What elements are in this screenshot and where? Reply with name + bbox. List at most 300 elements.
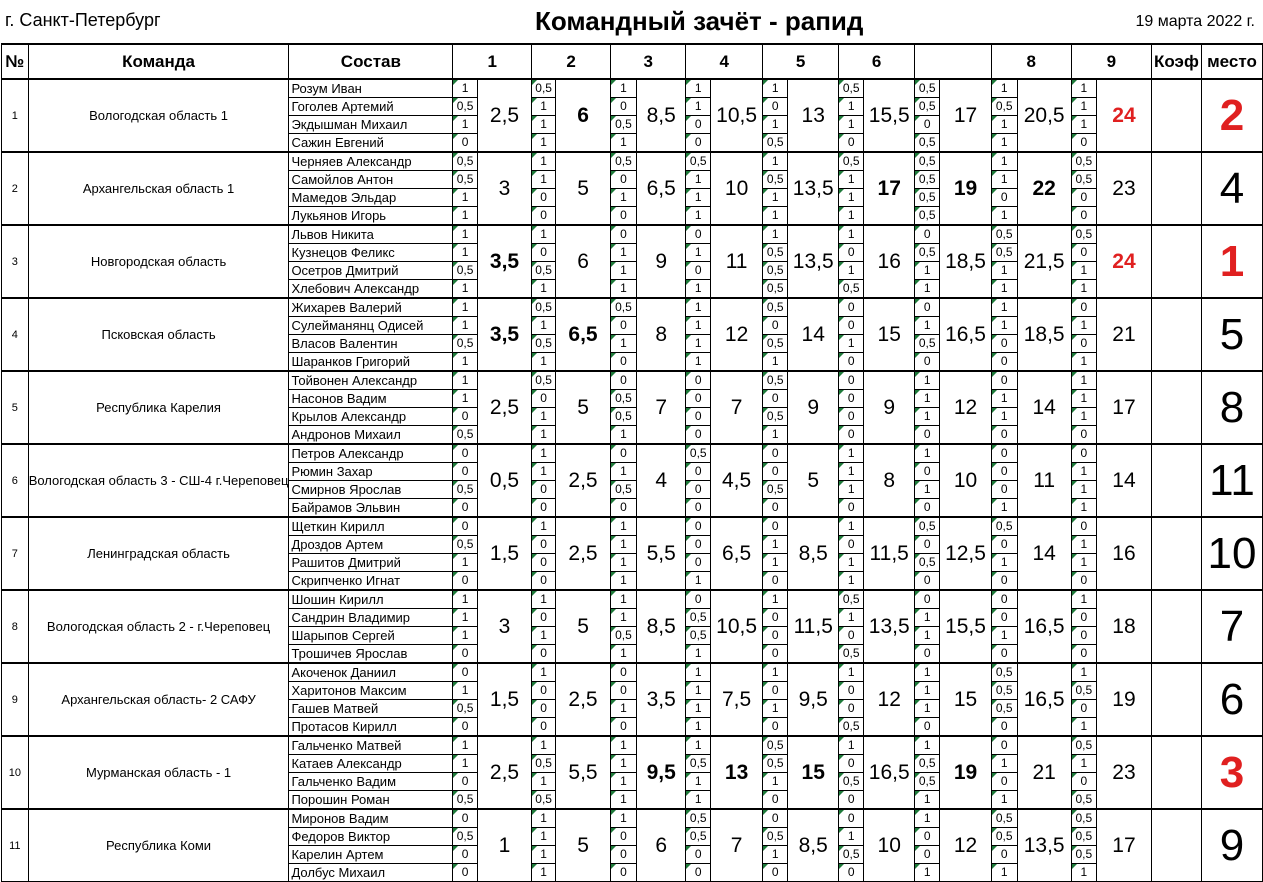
place: 6 bbox=[1201, 663, 1262, 736]
player-points: 0 bbox=[453, 846, 478, 864]
player-row bbox=[2, 590, 1263, 609]
player-points: 0 bbox=[610, 353, 636, 372]
player-points: 0 bbox=[763, 317, 788, 335]
cumulative-score: 2,5 bbox=[477, 79, 531, 152]
player-points: 1 bbox=[991, 262, 1017, 280]
player-points: 0 bbox=[991, 353, 1017, 372]
page-title: Командный зачёт - рапид bbox=[535, 6, 864, 36]
player-points: 0 bbox=[763, 98, 788, 116]
player-points: 1 bbox=[610, 517, 636, 536]
coefficient bbox=[1151, 225, 1201, 298]
player-points: 0 bbox=[453, 645, 478, 664]
cumulative-score: 15 bbox=[940, 663, 991, 736]
player-name: Экдышман Михаил bbox=[289, 116, 453, 134]
coefficient bbox=[1151, 79, 1201, 152]
place: 11 bbox=[1201, 444, 1262, 517]
player-name: Харитонов Максим bbox=[289, 682, 453, 700]
player-points: 1 bbox=[453, 353, 478, 372]
player-points: 1 bbox=[763, 152, 788, 171]
player-points: 0 bbox=[763, 517, 788, 536]
player-points: 0 bbox=[453, 663, 478, 682]
player-points: 0,5 bbox=[686, 755, 711, 773]
player-points: 0 bbox=[686, 134, 711, 153]
col-header-no: № bbox=[2, 44, 29, 79]
cumulative-score: 14 bbox=[788, 298, 839, 371]
player-points: 1 bbox=[915, 663, 940, 682]
player-points: 0 bbox=[839, 809, 864, 828]
player-points: 1 bbox=[991, 499, 1017, 518]
place: 3 bbox=[1201, 736, 1262, 809]
player-points: 0 bbox=[915, 536, 940, 554]
player-points: 0,5 bbox=[763, 828, 788, 846]
cumulative-score: 5 bbox=[556, 809, 611, 882]
player-name: Рюмин Захар bbox=[289, 463, 453, 481]
cumulative-score: 1 bbox=[477, 809, 531, 882]
total-score: 21 bbox=[1096, 298, 1151, 371]
cumulative-score: 6,5 bbox=[636, 152, 686, 225]
player-points: 0,5 bbox=[915, 98, 940, 116]
player-points: 1 bbox=[1071, 663, 1096, 682]
player-points: 1 bbox=[610, 572, 636, 591]
player-points: 1 bbox=[686, 572, 711, 591]
player-points: 1 bbox=[686, 773, 711, 791]
team-number: 5 bbox=[2, 371, 29, 444]
player-name: Шошин Кирилл bbox=[289, 590, 453, 609]
player-points: 0 bbox=[991, 609, 1017, 627]
player-points: 0 bbox=[991, 572, 1017, 591]
player-points: 1 bbox=[532, 773, 556, 791]
player-points: 1 bbox=[532, 736, 556, 755]
player-name: Андронов Михаил bbox=[289, 426, 453, 445]
player-name: Дроздов Артем bbox=[289, 536, 453, 554]
player-points: 1 bbox=[839, 335, 864, 353]
player-points: 0 bbox=[453, 572, 478, 591]
player-name: Лукьянов Игорь bbox=[289, 207, 453, 226]
cumulative-score: 5 bbox=[556, 152, 611, 225]
player-points: 0 bbox=[839, 755, 864, 773]
player-points: 0,5 bbox=[839, 79, 864, 98]
player-points: 1 bbox=[686, 353, 711, 372]
player-points: 0,5 bbox=[453, 481, 478, 499]
player-points: 0,5 bbox=[686, 809, 711, 828]
total-score: 14 bbox=[1096, 444, 1151, 517]
player-points: 0 bbox=[610, 317, 636, 335]
team-number: 8 bbox=[2, 590, 29, 663]
player-points: 0 bbox=[763, 809, 788, 828]
player-points: 0 bbox=[915, 499, 940, 518]
coefficient bbox=[1151, 663, 1201, 736]
city-label: г. Санкт-Петербург bbox=[5, 10, 161, 30]
coefficient bbox=[1151, 444, 1201, 517]
team-number: 9 bbox=[2, 663, 29, 736]
player-points: 0 bbox=[991, 590, 1017, 609]
player-points: 0 bbox=[453, 517, 478, 536]
player-points: 0,5 bbox=[915, 517, 940, 536]
player-points: 0 bbox=[839, 791, 864, 810]
player-points: 0 bbox=[915, 718, 940, 737]
player-points: 0,5 bbox=[839, 152, 864, 171]
cumulative-score: 13 bbox=[711, 736, 763, 809]
player-points: 0 bbox=[532, 572, 556, 591]
player-points: 1 bbox=[839, 572, 864, 591]
player-points: 1 bbox=[839, 463, 864, 481]
player-points: 0 bbox=[1071, 134, 1096, 153]
player-points: 0,5 bbox=[839, 773, 864, 791]
player-points: 1 bbox=[532, 663, 556, 682]
player-name: Порошин Роман bbox=[289, 791, 453, 810]
player-points: 0 bbox=[532, 718, 556, 737]
player-points: 0,5 bbox=[532, 298, 556, 317]
player-points: 1 bbox=[1071, 481, 1096, 499]
team-name: Мурманская область - 1 bbox=[28, 736, 289, 809]
player-points: 0,5 bbox=[686, 828, 711, 846]
player-points: 0,5 bbox=[453, 171, 478, 189]
player-points: 1 bbox=[453, 609, 478, 627]
player-points: 0,5 bbox=[1071, 791, 1096, 810]
player-points: 0,5 bbox=[532, 755, 556, 773]
player-points: 1 bbox=[686, 645, 711, 664]
player-points: 0 bbox=[453, 444, 478, 463]
cumulative-score: 10 bbox=[711, 152, 763, 225]
cumulative-score: 14 bbox=[1017, 371, 1071, 444]
cumulative-score: 12 bbox=[940, 371, 991, 444]
player-points: 0,5 bbox=[915, 171, 940, 189]
player-points: 1 bbox=[763, 225, 788, 244]
player-name: Самойлов Антон bbox=[289, 171, 453, 189]
player-points: 1 bbox=[532, 426, 556, 445]
player-points: 0,5 bbox=[915, 152, 940, 171]
cumulative-score: 9 bbox=[788, 371, 839, 444]
player-points: 0 bbox=[686, 864, 711, 882]
player-points: 0,5 bbox=[453, 335, 478, 353]
player-name: Петров Александр bbox=[289, 444, 453, 463]
player-row bbox=[2, 444, 1263, 463]
player-points: 0,5 bbox=[1071, 828, 1096, 846]
cumulative-score: 6 bbox=[556, 225, 611, 298]
player-points: 1 bbox=[1071, 499, 1096, 518]
player-points: 0 bbox=[839, 390, 864, 408]
player-points: 0 bbox=[915, 298, 940, 317]
cumulative-score: 11,5 bbox=[788, 590, 839, 663]
player-name: Щеткин Кирилл bbox=[289, 517, 453, 536]
player-points: 0 bbox=[610, 444, 636, 463]
player-points: 1 bbox=[610, 244, 636, 262]
player-points: 0 bbox=[991, 189, 1017, 207]
player-points: 1 bbox=[532, 171, 556, 189]
player-points: 1 bbox=[453, 390, 478, 408]
player-points: 1 bbox=[453, 554, 478, 572]
cumulative-score: 2,5 bbox=[477, 736, 531, 809]
cumulative-score: 15 bbox=[788, 736, 839, 809]
player-points: 0,5 bbox=[991, 244, 1017, 262]
player-points: 1 bbox=[1071, 371, 1096, 390]
player-name: Мамедов Эльдар bbox=[289, 189, 453, 207]
player-points: 1 bbox=[839, 517, 864, 536]
player-name: Сандрин Владимир bbox=[289, 609, 453, 627]
player-points: 0,5 bbox=[839, 718, 864, 737]
cumulative-score: 8,5 bbox=[788, 809, 839, 882]
player-points: 0 bbox=[839, 408, 864, 426]
player-points: 1 bbox=[1071, 463, 1096, 481]
player-points: 0,5 bbox=[915, 244, 940, 262]
coefficient bbox=[1151, 371, 1201, 444]
team-name: Вологодская область 3 - СШ-4 г.Череповец bbox=[28, 444, 289, 517]
player-points: 1 bbox=[686, 317, 711, 335]
player-points: 0 bbox=[453, 864, 478, 882]
player-points: 1 bbox=[1071, 98, 1096, 116]
player-points: 0 bbox=[532, 207, 556, 226]
team-number: 4 bbox=[2, 298, 29, 371]
player-points: 0 bbox=[915, 645, 940, 664]
cumulative-score: 7 bbox=[636, 371, 686, 444]
player-points: 0,5 bbox=[763, 335, 788, 353]
player-points: 1 bbox=[991, 755, 1017, 773]
player-points: 0 bbox=[839, 864, 864, 882]
player-name: Шаранков Григорий bbox=[289, 353, 453, 372]
team-number: 2 bbox=[2, 152, 29, 225]
cumulative-score: 8 bbox=[864, 444, 915, 517]
player-points: 1 bbox=[686, 171, 711, 189]
player-points: 1 bbox=[915, 791, 940, 810]
place: 8 bbox=[1201, 371, 1262, 444]
col-header-round: 9 bbox=[1071, 44, 1151, 79]
results-table bbox=[1, 43, 1263, 882]
player-points: 0 bbox=[453, 408, 478, 426]
player-points: 1 bbox=[686, 280, 711, 299]
player-points: 1 bbox=[610, 809, 636, 828]
player-points: 1 bbox=[532, 846, 556, 864]
team-number: 3 bbox=[2, 225, 29, 298]
player-name: Федоров Виктор bbox=[289, 828, 453, 846]
player-points: 0 bbox=[839, 536, 864, 554]
player-points: 0,5 bbox=[991, 225, 1017, 244]
player-row bbox=[2, 809, 1263, 828]
player-points: 0 bbox=[610, 499, 636, 518]
player-points: 0 bbox=[1071, 517, 1096, 536]
player-points: 0,5 bbox=[763, 736, 788, 755]
cumulative-score: 13,5 bbox=[1017, 809, 1071, 882]
player-name: Карелин Артем bbox=[289, 846, 453, 864]
player-points: 1 bbox=[532, 408, 556, 426]
player-points: 0 bbox=[991, 536, 1017, 554]
player-points: 0 bbox=[839, 353, 864, 372]
total-score: 17 bbox=[1096, 371, 1151, 444]
player-points: 0,5 bbox=[686, 152, 711, 171]
cumulative-score: 16,5 bbox=[940, 298, 991, 371]
player-points: 1 bbox=[915, 444, 940, 463]
player-points: 0 bbox=[839, 371, 864, 390]
player-points: 0 bbox=[532, 554, 556, 572]
player-points: 0 bbox=[532, 390, 556, 408]
cumulative-score: 15,5 bbox=[940, 590, 991, 663]
player-points: 1 bbox=[763, 353, 788, 372]
player-points: 0 bbox=[532, 536, 556, 554]
player-points: 0,5 bbox=[991, 98, 1017, 116]
player-points: 1 bbox=[839, 262, 864, 280]
player-points: 0 bbox=[453, 773, 478, 791]
date-label: 19 марта 2022 г. bbox=[1135, 13, 1255, 30]
cumulative-score: 13,5 bbox=[788, 152, 839, 225]
player-name: Львов Никита bbox=[289, 225, 453, 244]
player-points: 1 bbox=[839, 98, 864, 116]
col-header-round: 3 bbox=[610, 44, 685, 79]
player-points: 1 bbox=[763, 426, 788, 445]
cumulative-score: 7 bbox=[711, 371, 763, 444]
player-points: 0,5 bbox=[610, 298, 636, 317]
player-points: 0 bbox=[686, 371, 711, 390]
player-points: 1 bbox=[453, 225, 478, 244]
place: 4 bbox=[1201, 152, 1262, 225]
player-points: 0,5 bbox=[453, 791, 478, 810]
player-points: 0,5 bbox=[1071, 736, 1096, 755]
player-points: 0,5 bbox=[686, 609, 711, 627]
player-points: 0,5 bbox=[532, 335, 556, 353]
cumulative-score: 13,5 bbox=[864, 590, 915, 663]
player-points: 0 bbox=[686, 499, 711, 518]
player-points: 0,5 bbox=[1071, 809, 1096, 828]
player-points: 0 bbox=[453, 463, 478, 481]
player-name: Гальченко Вадим bbox=[289, 773, 453, 791]
player-points: 0 bbox=[839, 134, 864, 153]
player-points: 1 bbox=[532, 134, 556, 153]
player-row bbox=[2, 79, 1263, 98]
player-points: 0 bbox=[915, 590, 940, 609]
player-points: 0,5 bbox=[915, 335, 940, 353]
player-points: 0,5 bbox=[839, 846, 864, 864]
team-name: Республика Карелия bbox=[28, 371, 289, 444]
cumulative-score: 17 bbox=[864, 152, 915, 225]
player-points: 1 bbox=[610, 426, 636, 445]
coefficient bbox=[1151, 517, 1201, 590]
player-points: 1 bbox=[915, 627, 940, 645]
player-points: 0,5 bbox=[453, 98, 478, 116]
player-points: 1 bbox=[453, 627, 478, 645]
player-points: 1 bbox=[686, 298, 711, 317]
player-name: Жихарев Валерий bbox=[289, 298, 453, 317]
player-row bbox=[2, 517, 1263, 536]
coefficient bbox=[1151, 590, 1201, 663]
player-points: 0 bbox=[686, 554, 711, 572]
player-points: 1 bbox=[1071, 554, 1096, 572]
total-score: 23 bbox=[1096, 736, 1151, 809]
player-points: 0 bbox=[1071, 298, 1096, 317]
player-points: 1 bbox=[453, 317, 478, 335]
player-points: 0 bbox=[915, 116, 940, 134]
player-points: 0 bbox=[1071, 189, 1096, 207]
player-points: 0 bbox=[686, 426, 711, 445]
player-points: 1 bbox=[991, 317, 1017, 335]
team-name: Новгородская область bbox=[28, 225, 289, 298]
team-name: Вологодская область 2 - г.Череповец bbox=[28, 590, 289, 663]
coefficient bbox=[1151, 152, 1201, 225]
player-points: 1 bbox=[991, 627, 1017, 645]
player-points: 0,5 bbox=[610, 481, 636, 499]
player-points: 1 bbox=[453, 280, 478, 299]
player-points: 0 bbox=[839, 298, 864, 317]
player-points: 0 bbox=[763, 627, 788, 645]
player-points: 0 bbox=[839, 426, 864, 445]
player-points: 0 bbox=[610, 371, 636, 390]
cumulative-score: 12,5 bbox=[940, 517, 991, 590]
player-points: 1 bbox=[532, 225, 556, 244]
team-number: 1 bbox=[2, 79, 29, 152]
player-points: 1 bbox=[610, 134, 636, 153]
player-points: 1 bbox=[1071, 280, 1096, 299]
player-points: 0 bbox=[610, 682, 636, 700]
player-points: 1 bbox=[991, 152, 1017, 171]
player-points: 0 bbox=[453, 134, 478, 153]
player-points: 0 bbox=[453, 809, 478, 828]
player-points: 0 bbox=[1071, 426, 1096, 445]
player-points: 1 bbox=[610, 463, 636, 481]
player-points: 0 bbox=[915, 572, 940, 591]
player-points: 0,5 bbox=[532, 371, 556, 390]
player-points: 0,5 bbox=[763, 298, 788, 317]
cumulative-score: 8,5 bbox=[788, 517, 839, 590]
coefficient bbox=[1151, 298, 1201, 371]
player-points: 0,5 bbox=[915, 554, 940, 572]
player-points: 0 bbox=[915, 463, 940, 481]
player-name: Скрипченко Игнат bbox=[289, 572, 453, 591]
player-points: 0,5 bbox=[1071, 682, 1096, 700]
team-name: Республика Коми bbox=[28, 809, 289, 882]
player-points: 0 bbox=[763, 499, 788, 518]
player-points: 1 bbox=[532, 809, 556, 828]
player-points: 1 bbox=[453, 79, 478, 98]
player-points: 1 bbox=[532, 590, 556, 609]
player-points: 0 bbox=[991, 736, 1017, 755]
player-points: 0 bbox=[453, 499, 478, 518]
player-points: 1 bbox=[991, 171, 1017, 189]
player-points: 0 bbox=[839, 627, 864, 645]
player-points: 0 bbox=[610, 846, 636, 864]
player-points: 1 bbox=[839, 444, 864, 463]
player-points: 0,5 bbox=[763, 244, 788, 262]
cumulative-score: 3 bbox=[477, 152, 531, 225]
place: 7 bbox=[1201, 590, 1262, 663]
player-points: 0 bbox=[686, 590, 711, 609]
player-points: 1 bbox=[1071, 408, 1096, 426]
player-points: 0,5 bbox=[532, 79, 556, 98]
player-points: 1 bbox=[915, 390, 940, 408]
player-points: 1 bbox=[686, 335, 711, 353]
cumulative-score: 12 bbox=[711, 298, 763, 371]
player-points: 1 bbox=[610, 335, 636, 353]
player-points: 0 bbox=[686, 846, 711, 864]
player-points: 1 bbox=[991, 864, 1017, 882]
player-name: Смирнов Ярослав bbox=[289, 481, 453, 499]
cumulative-score: 4 bbox=[636, 444, 686, 517]
player-points: 1 bbox=[686, 718, 711, 737]
cumulative-score: 17 bbox=[940, 79, 991, 152]
total-score: 16 bbox=[1096, 517, 1151, 590]
player-points: 1 bbox=[915, 408, 940, 426]
player-points: 1 bbox=[915, 371, 940, 390]
player-points: 0 bbox=[686, 463, 711, 481]
cumulative-score: 3,5 bbox=[636, 663, 686, 736]
player-points: 0 bbox=[763, 718, 788, 737]
player-points: 1 bbox=[610, 554, 636, 572]
player-name: Акоченок Даниил bbox=[289, 663, 453, 682]
player-points: 0 bbox=[686, 481, 711, 499]
player-points: 0 bbox=[991, 371, 1017, 390]
player-points: 0 bbox=[1071, 773, 1096, 791]
player-points: 0 bbox=[610, 663, 636, 682]
player-points: 1 bbox=[532, 828, 556, 846]
team-number: 7 bbox=[2, 517, 29, 590]
player-points: 0,5 bbox=[610, 390, 636, 408]
player-points: 1 bbox=[915, 682, 940, 700]
